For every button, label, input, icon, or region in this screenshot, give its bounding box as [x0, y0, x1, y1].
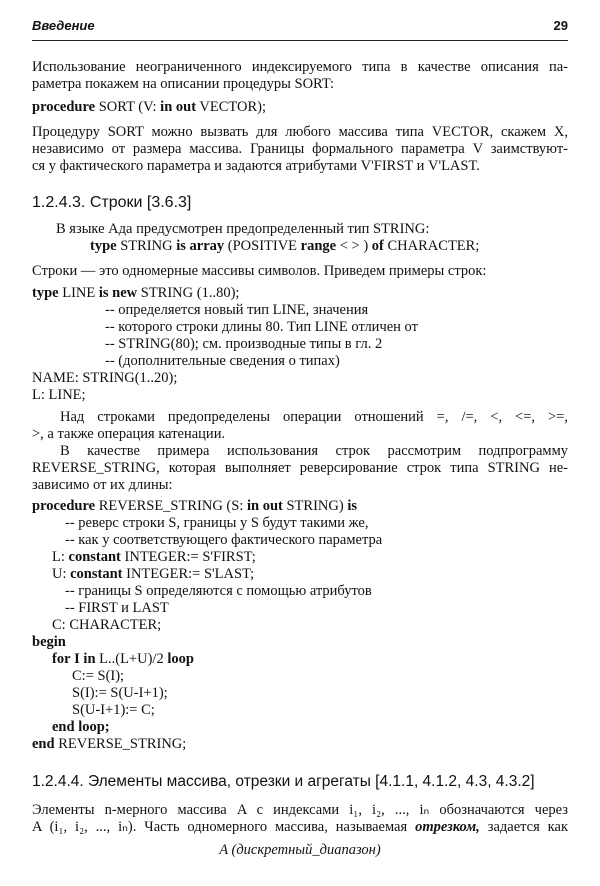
keyword: in out	[246, 498, 283, 514]
code-text: STRING)	[282, 498, 348, 514]
code-text: VECTOR);	[196, 99, 267, 115]
code-text: LINE	[58, 285, 99, 301]
code-line: NAME: STRING(1..20);	[32, 370, 178, 386]
code-comment: -- которого строки длины 80. Тип LINE отличен от	[105, 319, 418, 335]
line-type-declaration	[32, 285, 239, 302]
keyword: type	[90, 238, 117, 254]
section-heading-elements: 1.2.4.4. Элементы массива, отрезки и агрегаты [4.1.1, 4.1.2, 4.3, 4.3.2]	[32, 773, 535, 790]
string-type-declaration	[90, 238, 479, 255]
para1-line1: Использование неограниченного индексируемого типа в качестве описания па-	[32, 59, 568, 75]
code-line: end loop;	[52, 719, 110, 735]
para3-line1: В языке Ада предусмотрен предопределенный тип STRING:	[56, 221, 430, 237]
code-line	[52, 566, 254, 583]
keyword: of	[371, 238, 384, 254]
keyword: end	[32, 736, 55, 752]
code-text: STRING (1..80);	[137, 285, 240, 301]
keyword: is	[176, 238, 186, 254]
code-text: < > )	[336, 238, 372, 254]
keyword: type	[32, 285, 59, 301]
code-text: REVERSE_STRING;	[54, 736, 187, 752]
code-comment: -- как у соответствующего фактического параметра	[65, 532, 383, 548]
para5-line2: >, а также операция катенации.	[32, 426, 226, 442]
body-text: задается как	[479, 819, 568, 835]
keyword: procedure	[32, 99, 96, 115]
keyword: array	[189, 238, 225, 254]
code-text: INTEGER:= S'LAST;	[122, 566, 255, 582]
keyword: constant	[70, 566, 123, 582]
code-text: INTEGER:= S'FIRST;	[120, 549, 256, 565]
code-comment: -- FIRST и LAST	[65, 600, 169, 616]
code-text: (POSITIVE	[224, 238, 301, 254]
para2-line2: независимо от размера массива. Границы формального параметра V заимствуют-	[32, 141, 568, 157]
keyword: in	[83, 651, 96, 667]
keyword: loop	[167, 651, 194, 667]
code-line: L: LINE;	[32, 387, 86, 403]
code-text: L:	[52, 549, 69, 565]
keyword: new	[112, 285, 138, 301]
keyword: range	[300, 238, 337, 254]
keyword: for	[52, 651, 71, 667]
code-line	[32, 736, 186, 753]
code-text: L..(L+U)/2	[95, 651, 168, 667]
keyword: in out	[160, 99, 197, 115]
term-emphasis: отрезком,	[415, 819, 480, 835]
code-line: begin	[32, 634, 66, 650]
header-title: Введение	[32, 18, 95, 33]
code-text: SORT (V:	[95, 99, 161, 115]
code-text: CHARACTER;	[383, 238, 480, 254]
code-line	[52, 651, 194, 668]
sort-declaration	[32, 99, 266, 116]
para7-line2	[32, 819, 568, 836]
code-line: S(I):= S(U-I+1);	[72, 685, 168, 701]
code-text: REVERSE_STRING (S:	[95, 498, 247, 514]
page-number: 29	[553, 18, 568, 33]
para7-line1: Элементы n-мерного массива A с индексами i₁, i₂, ..., iₙ обозначаются через	[32, 802, 568, 818]
para2-line3: ся у фактического параметра и задаются атрибутами V'FIRST и V'LAST.	[32, 158, 480, 174]
code-comment: -- (дополнительные сведения о типах)	[105, 353, 340, 369]
code-comment: -- определяется новый тип LINE, значения	[105, 302, 369, 318]
keyword: is	[347, 498, 357, 514]
keyword: constant	[68, 549, 121, 565]
code-text: U:	[52, 566, 71, 582]
para1-line2: раметра покажем на описании процедуры SORT:	[32, 76, 335, 92]
keyword: I	[74, 651, 80, 667]
code-line	[52, 549, 256, 566]
code-line	[32, 498, 357, 515]
para6-line2: REVERSE_STRING, которая выполняет реверсирование строк типа STRING не-	[32, 460, 568, 476]
para2-line1: Процедуру SORT можно вызвать для любого массива типа VECTOR, скажем X,	[32, 124, 568, 140]
code-line: C: CHARACTER;	[52, 617, 162, 633]
para4-line1: Строки — это одномерные массивы символов. Приведем примеры строк:	[32, 263, 487, 279]
keyword: is	[98, 285, 109, 301]
code-text: STRING	[116, 238, 177, 254]
keyword: procedure	[32, 498, 96, 514]
body-text: A (i₁, i₂, ..., iₙ). Часть одномерного массива, называемая	[32, 819, 416, 835]
code-line: S(U-I+1):= C;	[72, 702, 155, 718]
code-line: C:= S(I);	[72, 668, 125, 684]
formula: A (дискретный_диапазон)	[219, 842, 381, 858]
running-header	[32, 18, 568, 41]
code-comment: -- STRING(80); см. производные типы в гл. 2	[105, 336, 383, 352]
code-comment: -- границы S определяются с помощью атрибутов	[65, 583, 372, 599]
section-heading-strings: 1.2.4.3. Строки [3.6.3]	[32, 194, 192, 211]
para5-line1: Над строками предопределены операции отношений =, /=, <, <=, >=,	[60, 409, 568, 425]
para6-line1: В качестве примера использования строк рассмотрим подпрограмму	[60, 443, 568, 459]
code-comment: -- реверс строки S, границы у S будут такими же,	[65, 515, 369, 531]
para6-line3: зависимо от их длины:	[32, 477, 173, 493]
